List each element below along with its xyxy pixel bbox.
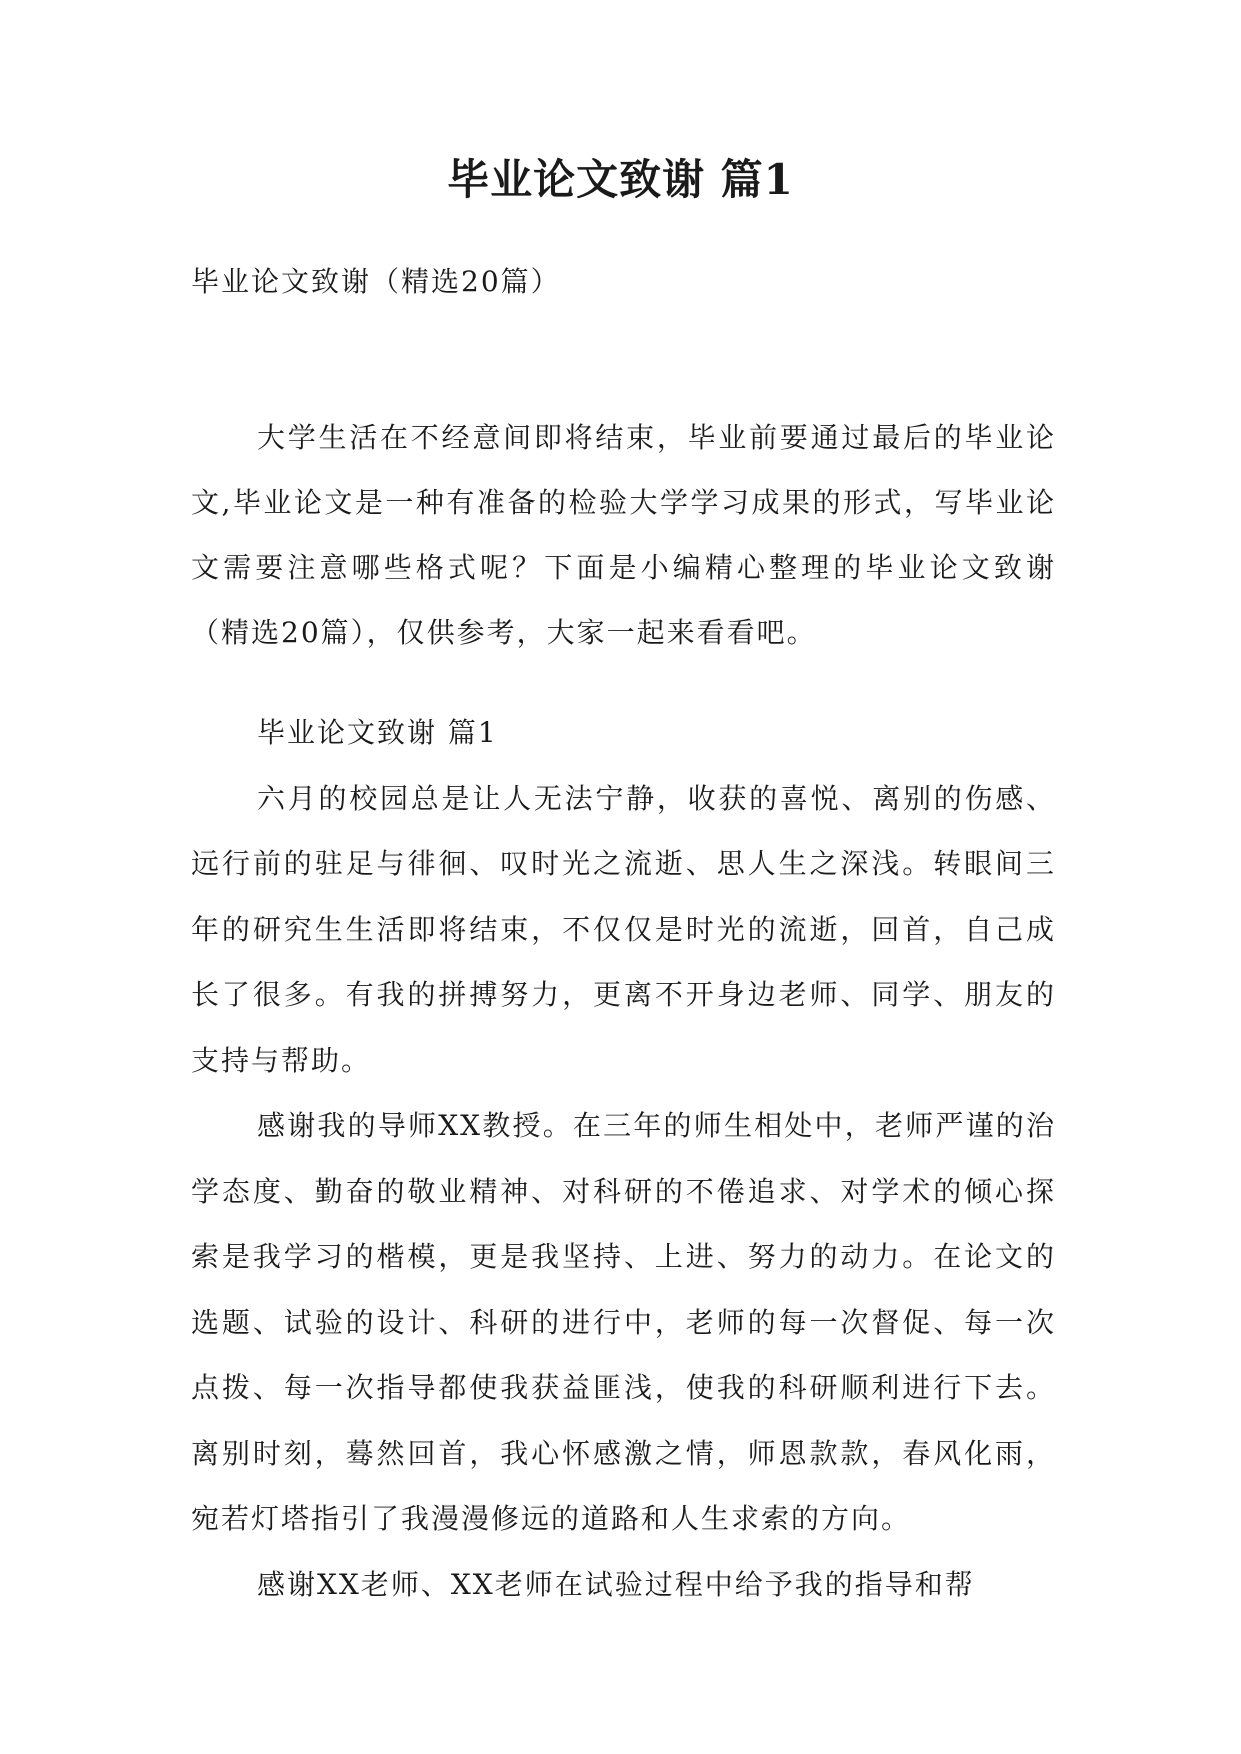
paragraph-3: 感谢XX老师、XX老师在试验过程中给予我的指导和帮 bbox=[257, 1567, 975, 1601]
paragraph-1: 六月的校园总是让人无法宁静，收获的喜悦、离别的伤感、远行前的驻足与徘徊、叹时光之流逝、思人生之深浅。转眼间三年的研究生生活即将结束，不仅仅是时光的流逝，回首，自己成长了很多。有我的拼搏努力，更离不开身边老师、同学、朋友的支持与帮助。 bbox=[191, 781, 1056, 1077]
document-subtitle: 毕业论文致谢（精选20篇） bbox=[191, 265, 561, 298]
intro-paragraph: 大学生活在不经意间即将结束，毕业前要通过最后的毕业论文,毕业论文是一种有准备的检验大学学习成果的形式，写毕业论文需要注意哪些格式呢？下面是小编精心整理的毕业论文致谢（精选20篇），仅供参考，大家一起来看看吧。 bbox=[191, 421, 1056, 649]
section-heading: 毕业论文致谢 篇1 bbox=[257, 716, 498, 749]
document-title: 毕业论文致谢 篇1 bbox=[447, 155, 794, 204]
section-body bbox=[191, 700, 1056, 1617]
paragraph-2: 感谢我的导师XX教授。在三年的师生相处中，老师严谨的治学态度、勤奋的敬业精神、对科研的不倦追求、对学术的倾心探索是我学习的楷模，更是我坚持、上进、努力的动力。在论文的选题、试验的设计、科研的进行中，老师的每一次督促、每一次点拨、每一次指导都使我获益匪浅，使我的科研顺利进行下去。离别时刻，蓦然回首，我心怀感激之情，师恩款款，春风化雨，宛若灯塔指引了我漫漫修远的道路和人生求索的方向。 bbox=[191, 1109, 1056, 1535]
